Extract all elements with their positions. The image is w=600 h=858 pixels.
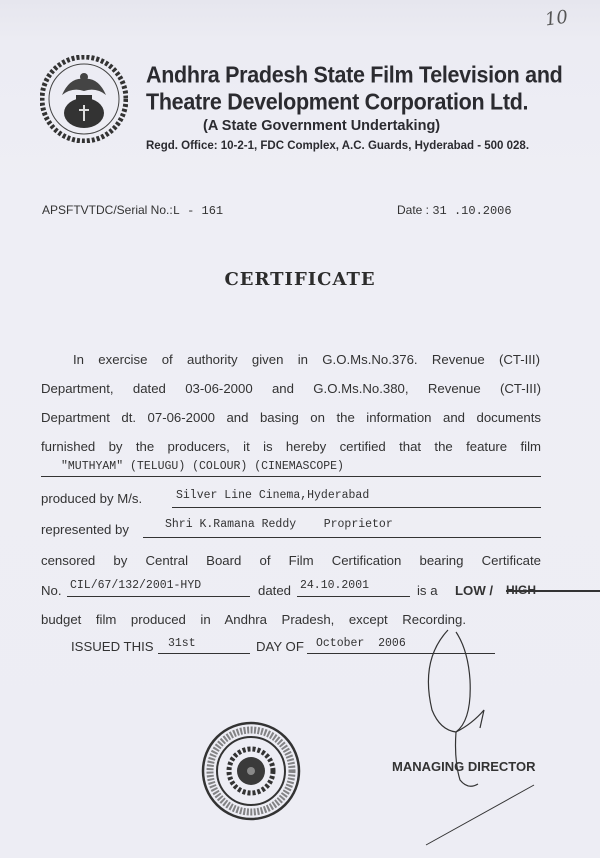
body-line-4: furnished by the producers, it is hereby certified that the feature film — [41, 439, 541, 454]
producer-underline — [172, 507, 541, 508]
cert-no-underline — [67, 596, 250, 597]
date-value: 31 .10.2006 — [432, 204, 512, 218]
dated-value: 24.10.2001 — [300, 579, 370, 592]
signature-mark — [400, 620, 540, 850]
corporation-logo — [40, 55, 128, 143]
body-line-2: Department, dated 03-06-2000 and G.O.Ms.No.380, Revenue (CT-III) — [41, 381, 541, 396]
issued-month-value: October 2006 — [316, 637, 406, 650]
issue-date — [397, 203, 512, 218]
dated-underline — [297, 596, 410, 597]
body-line-budget: budget film produced in Andhra Pradesh, except Recording. — [41, 612, 466, 627]
body-line-1: In exercise of authority given in G.O.Ms.No.376. Revenue (CT-III) — [73, 352, 540, 367]
day-of-label: DAY OF — [256, 639, 304, 654]
cert-no-label: No. — [41, 583, 62, 598]
page-number: 10 — [543, 6, 570, 31]
body-line-3: Department dt. 07-06-2000 and basing on the information and documents — [41, 410, 541, 425]
org-address: Regd. Office: 10-2-1, FDC Complex, A.C. Guards, Hyderabad - 500 028. — [146, 140, 530, 152]
issued-day-value: 31st — [168, 637, 196, 650]
org-name-line1: Andhra Pradesh State Film Television and — [146, 62, 563, 88]
high-label-struck: HIGH — [506, 583, 600, 597]
producer-value: Silver Line Cinema,Hyderabad — [176, 489, 370, 502]
signatory-designation: MANAGING DIRECTOR — [392, 759, 536, 774]
org-name-line2: Theatre Development Corporation Ltd. — [146, 89, 529, 115]
document-title: CERTIFICATE — [224, 269, 376, 290]
body-line-censored: censored by Central Board of Film Certification bearing Certificate — [41, 553, 541, 568]
film-title-underline — [41, 476, 541, 477]
cert-no-value: CIL/67/132/2001-HYD — [70, 579, 202, 592]
serial-number — [42, 203, 223, 218]
represented-by-label: represented by — [41, 522, 129, 537]
serial-label: APSFTVTDC/Serial No.: — [42, 203, 173, 217]
serial-value: L - 161 — [172, 204, 224, 218]
low-label: LOW / — [455, 583, 494, 598]
official-seal — [200, 720, 302, 822]
produced-by-label: produced by M/s. — [41, 491, 143, 506]
date-label: Date : — [397, 203, 430, 217]
is-a-label: is a — [417, 583, 438, 598]
film-title-value: "MUTHYAM" (TELUGU) (COLOUR) (CINEMASCOPE) — [61, 460, 344, 473]
issued-day-underline — [158, 653, 250, 654]
representative-underline — [143, 537, 541, 538]
dated-label: dated — [258, 583, 292, 598]
issued-label: ISSUED THIS — [71, 639, 154, 654]
representative-value: Shri K.Ramana Reddy Proprietor — [165, 518, 393, 531]
org-subtitle: (A State Government Undertaking) — [203, 118, 441, 134]
